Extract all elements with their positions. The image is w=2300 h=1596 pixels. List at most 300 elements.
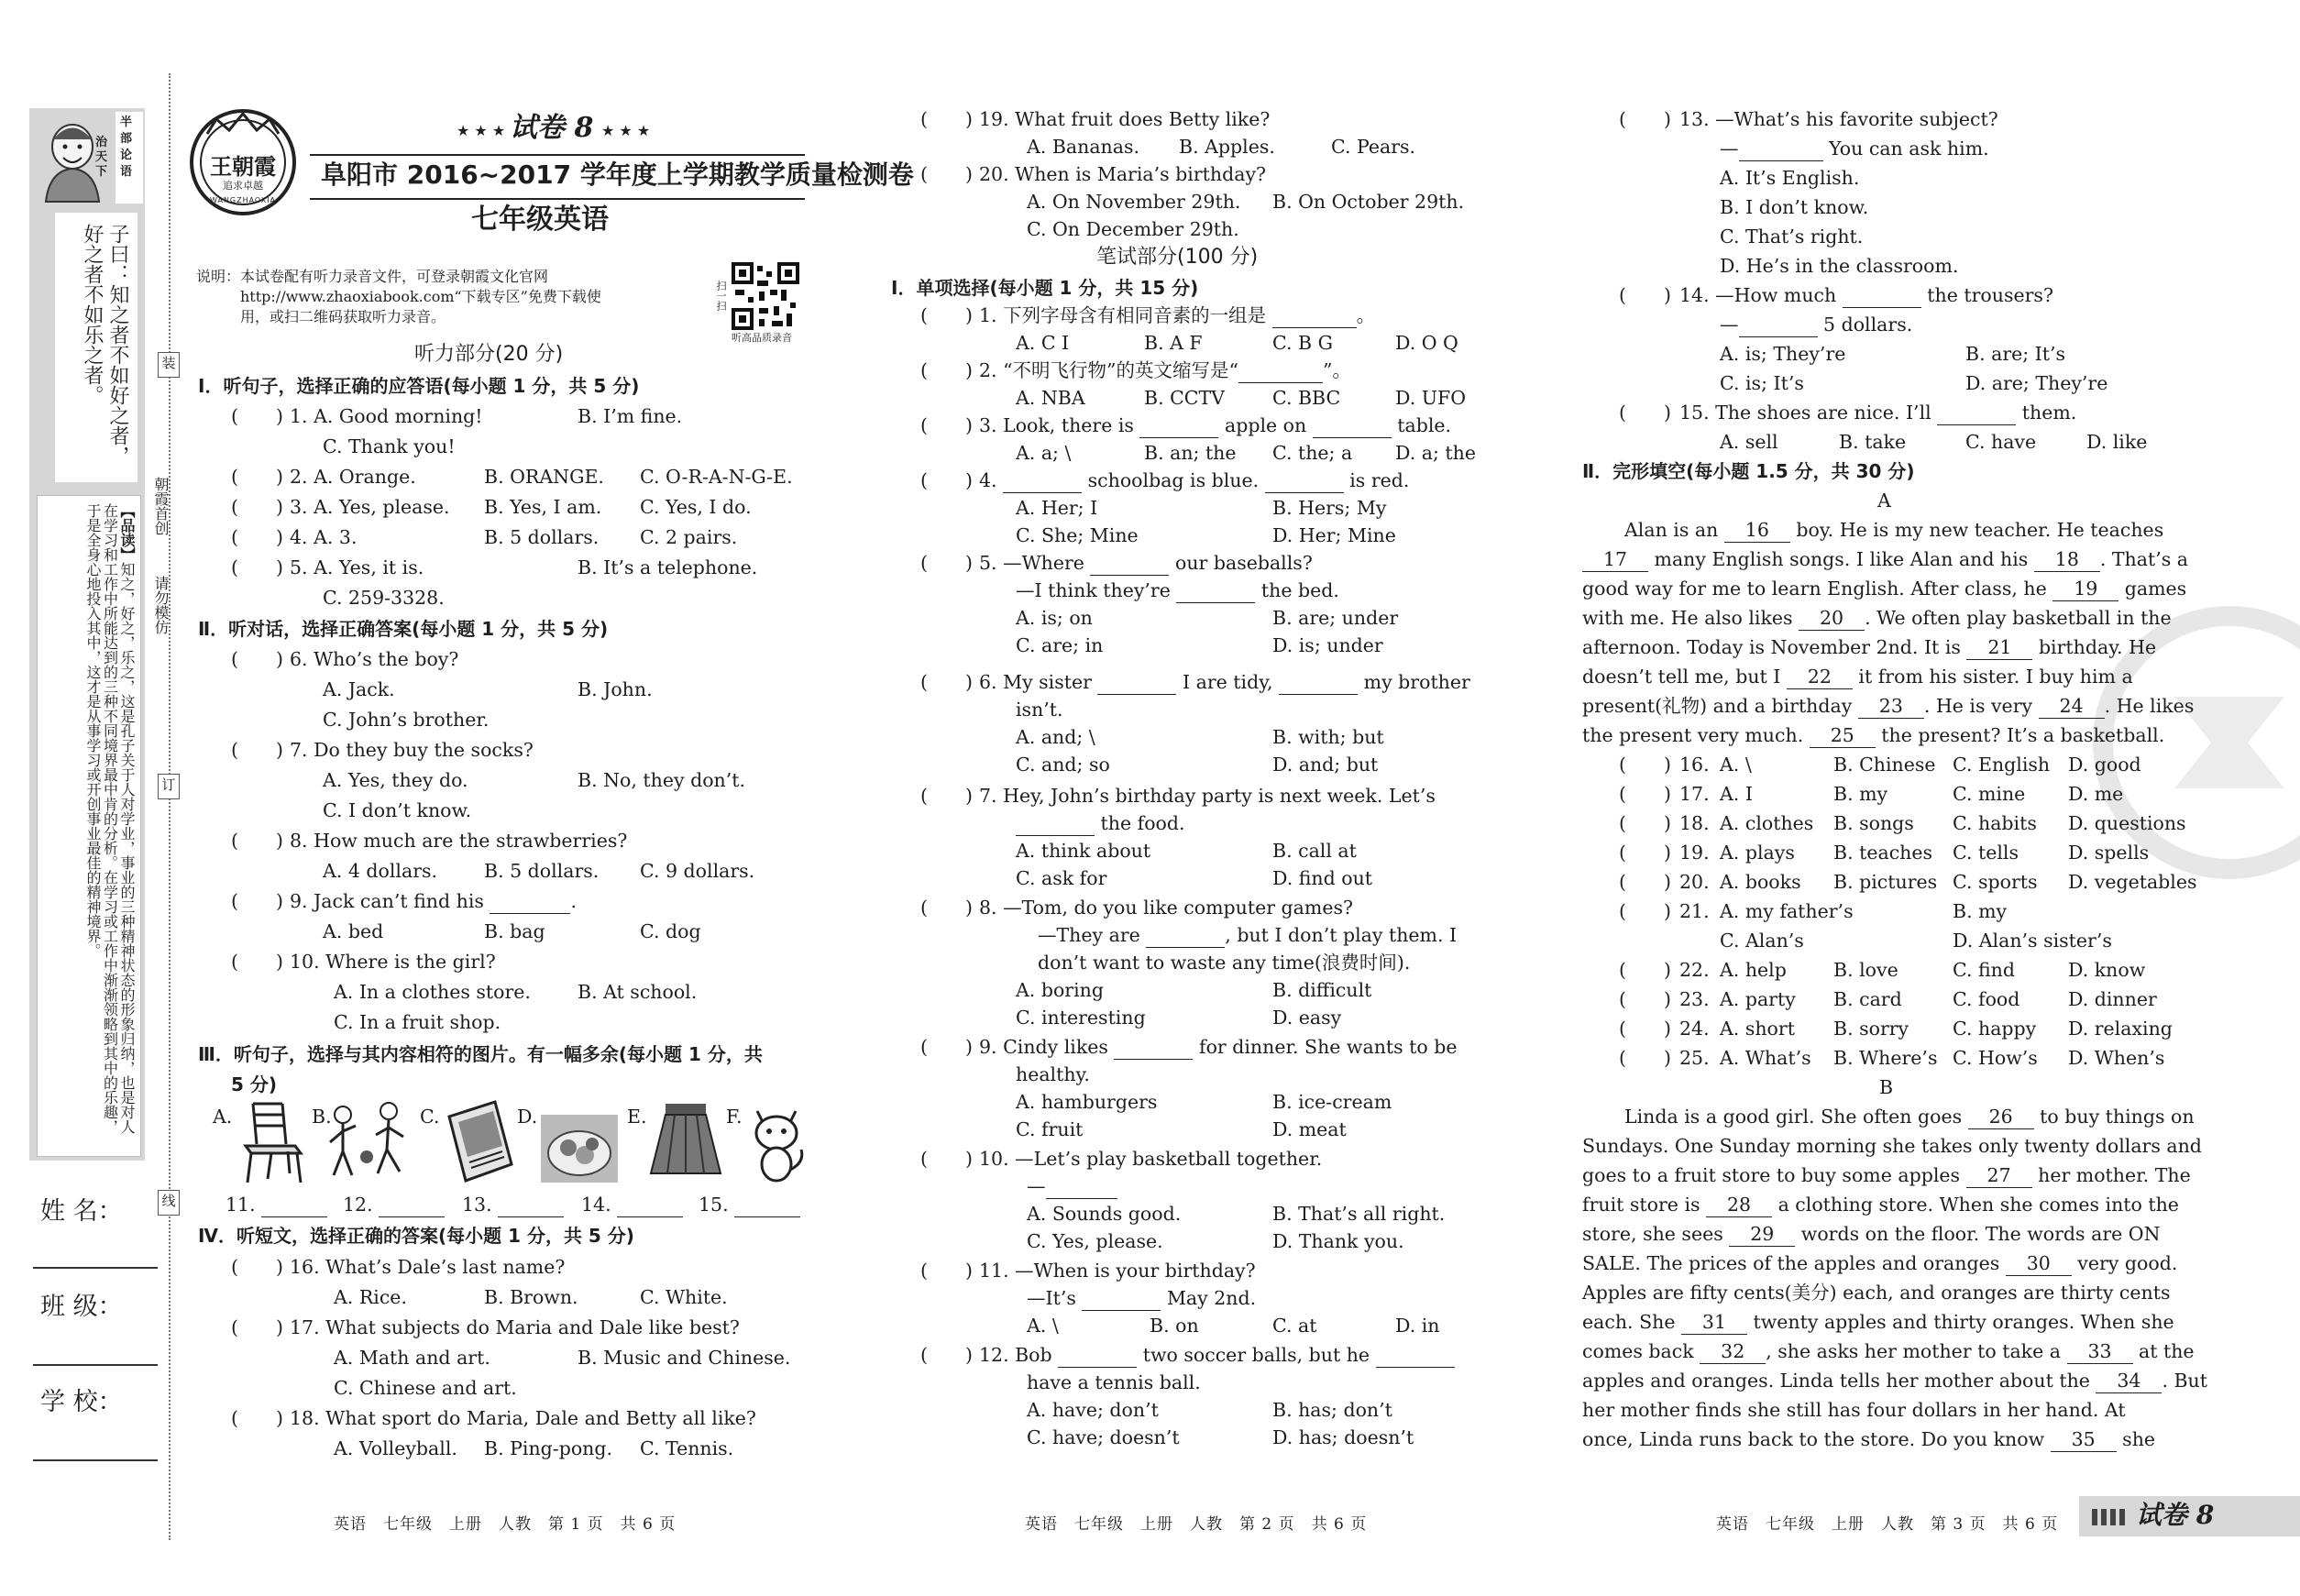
section-single-choice: Ⅰ．单项选择(每小题 1 分，共 15 分) [891,277,1199,299]
picture-label: F. [726,1106,743,1128]
option: D. UFO [1395,387,1467,409]
quote-box [55,213,138,482]
answer-paren[interactable]: ( ) [920,304,973,326]
answer-paren[interactable]: ( ) [1619,108,1671,130]
option: C. On December 29th. [1027,218,1239,240]
choice-question-4: 4. schoolbag is blue. is red. [979,469,1410,491]
option: D. good [2068,754,2141,776]
answer-paren[interactable]: ( ) [231,648,283,670]
option: A. On November 29th. [1027,191,1241,213]
exam-title: 阜阳市 2016~2017 学年度上学期教学质量检测卷 [321,160,914,190]
option: A. and; \ [1016,726,1095,748]
answer-blank[interactable] [1082,1287,1161,1311]
option: A. my father’s [1720,900,1854,922]
note-line-3: 用，或扫二维码获取听力录音。 [240,308,446,325]
option: C. tells [1953,842,2019,864]
picture-answer: 12. [343,1194,445,1217]
answer-blank[interactable] [1003,469,1082,493]
option: B. Hers; My [1272,497,1387,519]
cloze-blank[interactable]: 27 [1966,1164,2032,1188]
option: C. She; Mine [1016,524,1139,546]
option: C. That’s right. [1720,226,1864,248]
question-16: 16. What’s Dale’s last name? [290,1256,566,1278]
answer-blank[interactable] [1114,1036,1193,1060]
option: C. have; doesn’t [1027,1426,1180,1448]
option: C. find [1953,959,2015,981]
option: C. are; in [1016,634,1104,656]
section-3-heading: Ⅲ．听句子，选择与其内容相符的图片。有一幅多余(每小题 1 分，共 [198,1043,763,1065]
option: C. habits [1953,812,2037,834]
question-text: isn’t. [1016,699,1063,721]
answer-paren[interactable]: ( ) [231,739,283,761]
option: C. Tennis. [640,1437,734,1459]
question-10: 10. Where is the girl? [290,951,496,973]
option: B. Chinese [1833,754,1936,776]
option: C. BBC [1272,387,1341,409]
answer-paren[interactable]: ( ) [1619,1018,1671,1040]
option: B. A F [1144,332,1203,354]
answer-paren[interactable]: ( ) [1619,783,1671,805]
option: B. call at [1272,840,1357,862]
sidebar-header-2: 治 天 下 [95,136,108,179]
option-number: 16. [1679,754,1710,776]
option: C. and; so [1016,754,1110,776]
answer-paren[interactable]: ( ) [920,163,973,185]
option: A. It’s English. [1720,167,1860,189]
section-1-heading: Ⅰ．听句子，选择正确的应答语(每小题 1 分，共 5 分) [198,375,640,397]
cloze-blank[interactable]: 35 [2051,1428,2117,1452]
cloze-blank[interactable]: 19 [2052,578,2118,601]
option: B. CCTV [1144,387,1225,409]
option-number: 17. [1679,783,1710,805]
question-3: 3. A. Yes, please. [290,496,450,518]
cloze-blank[interactable]: 21 [1966,636,2032,660]
choice-question-13: 13. —What’s his favorite subject? [1679,108,1998,130]
binding-line [169,73,171,1540]
brand-logo [189,108,297,216]
option: C. Alan’s [1720,930,1804,952]
answer-paren[interactable]: ( ) [231,1256,283,1278]
option: C. 9 dollars. [640,860,755,882]
option: C. mine [1953,783,2026,805]
answer-paren[interactable]: ( ) [920,785,973,807]
school-field[interactable] [33,1459,158,1461]
question-text: don’t want to waste any time(浪费时间). [1038,952,1411,974]
answer-paren[interactable]: ( ) [1619,871,1671,893]
cloze-blank[interactable]: 20 [1799,607,1865,631]
answer-paren[interactable]: ( ) [231,1407,283,1429]
option: B. At school. [578,981,698,1003]
cloze-blank[interactable]: 33 [2067,1340,2133,1364]
option: B. bag [484,920,545,942]
option: A. \ [1720,754,1752,776]
option: C. B G [1272,332,1333,354]
option: C. Yes, please. [1027,1230,1163,1252]
picture-label: D. [517,1106,538,1128]
option: B. pictures [1833,871,1938,893]
choice-question-10: 10. —Let’s play basketball together. [979,1148,1323,1170]
answer-blank[interactable] [1937,402,2016,425]
question-5: 5. A. Yes, it is. [290,556,424,578]
option: B. my [1953,900,2008,922]
class-label: 班 级： [40,1293,123,1321]
option: D. in [1395,1315,1440,1337]
option: A. help [1720,959,1787,981]
answer-paren[interactable]: ( ) [920,897,973,919]
option: C. ask for [1016,867,1107,889]
option: C. food [1953,988,2020,1010]
option: B. take [1839,431,1907,453]
binding-mark-1: 装 [158,352,180,378]
answer-paren[interactable]: ( ) [920,671,973,693]
option: B. Where’s [1833,1047,1938,1069]
option: A. bed [323,920,384,942]
option: A. Bananas. [1027,136,1140,158]
option: A. books [1720,871,1801,893]
option: D. O Q [1395,332,1458,354]
option: C. How’s [1953,1047,2038,1069]
answer-blank[interactable] [490,890,570,914]
answer-blank[interactable] [1016,812,1095,836]
option: D. a; the [1395,442,1476,464]
option: C. In a fruit shop. [334,1011,501,1033]
option: B. ice-cream [1272,1091,1392,1113]
question-text: healthy. [1016,1063,1090,1085]
option: A. Sounds good. [1027,1203,1182,1225]
qr-side-label: 扫一扫 [715,281,727,311]
option: C. John’s brother. [323,709,490,731]
binding-mark-2: 订 [158,774,180,799]
page-2-footer: 英语 七年级 上册 人教 第 2 页 共 6 页 [1025,1515,1368,1534]
option: C. 259-3328. [323,587,445,609]
cloze-part-b: B [1879,1076,1894,1098]
cloze-blank[interactable]: 26 [1968,1106,2034,1129]
answer-paren[interactable]: ( ) [1619,842,1671,864]
section-cloze-heading: Ⅱ．完形填空(每小题 1.5 分，共 30 分) [1582,460,1915,482]
sidebar-header: 半 部 论 语 [116,112,143,204]
answer-paren[interactable]: ( ) [231,405,283,427]
option: B. Brown. [484,1286,578,1308]
answer-paren[interactable]: ( ) [231,890,283,912]
choice-question-15: 15. The shoes are nice. I’ll them. [1679,402,2077,424]
option: B. 5 dollars. [484,526,600,548]
choice-question-1: 1. 下列字母含有相同音素的一组是 。 [979,304,1376,326]
cloze-blank[interactable]: 24 [2039,695,2105,719]
question-19: 19. What fruit does Betty like? [979,108,1271,130]
answer-blank[interactable] [1272,304,1357,328]
option: B. sorry [1833,1018,1909,1040]
option: B. are; under [1272,607,1399,629]
option: C. Yes, I do. [640,496,752,518]
logo-motto: 追求卓越 [223,180,263,192]
option-number: 25. [1679,1047,1710,1069]
option: D. is; under [1272,634,1383,656]
option: B. are; It’s [1965,343,2066,365]
cloze-part-a: A [1877,490,1891,512]
series-stars-right: ★ ★ ★ [601,122,651,139]
cloze-blank[interactable]: 32 [1700,1340,1766,1364]
option: B. my [1833,783,1888,805]
option: B. difficult [1272,979,1372,1001]
option: B. I’m fine. [578,405,683,427]
answer-paren[interactable]: ( ) [231,466,283,488]
picture-answer: 13. [462,1194,564,1217]
answer-paren[interactable]: ( ) [920,1036,973,1058]
answer-blank[interactable] [1376,1344,1455,1368]
answer-paren[interactable]: ( ) [1619,754,1671,776]
answer-paren[interactable]: ( ) [1619,402,1671,424]
section-3-heading-cont: 5 分) [231,1073,278,1095]
answer-blank[interactable] [1176,579,1255,603]
binding-mark-3: 线 [158,1190,180,1216]
option: B. That’s all right. [1272,1203,1446,1225]
qr-code[interactable] [732,262,799,330]
answer-paren[interactable]: ( ) [920,359,973,381]
answer-blank[interactable] [1058,1344,1137,1368]
answer-blank[interactable] [617,1194,683,1217]
cloze-blank[interactable]: 23 [1858,695,1924,719]
answer-blank[interactable] [1238,359,1323,383]
answer-paren[interactable]: ( ) [920,1260,973,1282]
option: B. songs [1833,812,1914,834]
answer-blank[interactable] [1097,671,1176,695]
option: A. boring [1016,979,1104,1001]
option: D. Thank you. [1272,1230,1404,1252]
answer-paren[interactable]: ( ) [231,951,283,973]
option: C. at [1272,1315,1317,1337]
answer-paren[interactable]: ( ) [920,414,973,436]
answer-blank[interactable] [1265,469,1344,493]
cloze-blank[interactable]: 31 [1681,1311,1747,1335]
answer-blank[interactable] [1843,284,1921,308]
choice-question-6: 6. My sister I are tidy, my brother [979,671,1470,693]
option: C. have [1965,431,2037,453]
name-label: 姓 名： [40,1197,123,1226]
answer-paren[interactable]: ( ) [231,496,283,518]
option: D. vegetables [2068,871,2197,893]
option: B. on [1150,1315,1199,1337]
answer-paren[interactable]: ( ) [920,469,973,491]
option: C. Thank you! [323,435,456,457]
question-9: 9. Jack can’t find his [290,890,484,912]
option-number: 24. [1679,1018,1710,1040]
question-20: 20. When is Maria’s birthday? [979,163,1267,185]
picture-label: E. [627,1106,647,1128]
series-title: 试卷 8 [510,112,594,144]
question-1: 1. A. Good morning! [290,405,483,427]
kids-playing-picture [323,1098,413,1186]
option: D. questions [2068,812,2186,834]
answer-blank[interactable] [1739,138,1823,161]
option: D. easy [1272,1007,1342,1029]
option: B. with; but [1272,726,1384,748]
answer-paren[interactable]: ( ) [1619,284,1671,306]
cloze-blank[interactable]: 29 [1729,1223,1795,1247]
logo-name: 王朝霞 [210,154,276,180]
answer-paren[interactable]: ( ) [231,830,283,852]
option: D. like [2086,431,2148,453]
option: B. No, they don’t. [578,769,746,791]
question-8: 8. How much are the strawberries? [290,830,628,852]
choice-question-8: 8. —Tom, do you like computer games? [979,897,1353,919]
slogan-2: 请勿模仿 [152,576,170,634]
option-number: 23. [1679,988,1710,1010]
answer-paren[interactable]: ( ) [231,1316,283,1338]
option: D. spells [2068,842,2150,864]
answer-paren[interactable]: ( ) [1619,1047,1671,1069]
option: B. teaches [1833,842,1933,864]
cloze-blank[interactable]: 34 [2096,1370,2162,1393]
option: A. clothes [1720,812,1814,834]
option: B. Apples. [1179,136,1275,158]
option: D. are; They’re [1965,372,2108,394]
confucius-quote: 子曰：知之者不如好之者，好之者不如乐之者。 [81,224,129,466]
option: A. Rice. [334,1286,407,1308]
page-3-footer: 英语 七年级 上册 人教 第 3 页 共 6 页 [1716,1515,2059,1534]
option: A. think about [1016,840,1151,862]
option: A. In a clothes store. [334,981,531,1003]
answer-paren[interactable]: ( ) [1619,959,1671,981]
answer-blank[interactable] [1739,314,1818,337]
cloze-blank[interactable]: 16 [1724,519,1790,543]
note-line-1: 说明：本试卷配有听力录音文件，可登录朝霞文化官网 [196,268,549,285]
option: C. dog [640,920,701,942]
class-field[interactable] [33,1364,158,1366]
option: C. the; a [1272,442,1353,464]
option: B. card [1833,988,1902,1010]
option-number: 18. [1679,812,1710,834]
option: D. He’s in the classroom. [1720,255,1959,277]
reading-title: 【品读】 [118,503,136,562]
cloze-blank[interactable]: 17 [1582,548,1648,572]
chair-picture [237,1098,310,1186]
cloze-blank[interactable]: 25 [1810,724,1876,748]
answer-paren[interactable]: ( ) [920,108,973,130]
cloze-blank[interactable]: 30 [2006,1252,2072,1276]
option: B. Music and Chinese. [578,1347,791,1369]
section-4-heading: Ⅳ．听短文，选择正确的答案(每小题 1 分，共 5 分) [198,1225,634,1247]
section-2-heading: Ⅱ．听对话，选择正确答案(每小题 1 分，共 5 分) [198,618,609,640]
option: A. have; don’t [1027,1399,1159,1421]
answer-blank[interactable] [261,1194,327,1217]
written-title: 笔试部分(100 分) [1096,246,1259,269]
question-7: 7. Do they buy the socks? [290,739,534,761]
answer-blank[interactable] [379,1194,445,1217]
answer-paren[interactable]: ( ) [920,1344,973,1366]
answer-paren[interactable]: ( ) [920,1148,973,1170]
answer-blank[interactable] [1279,671,1358,695]
answer-paren[interactable]: ( ) [1619,900,1671,922]
option: C. sports [1953,871,2038,893]
option-number: 19. [1679,842,1710,864]
option: C. fruit [1016,1118,1084,1140]
book-picture [442,1098,517,1186]
option: B. ORANGE. [484,466,604,488]
series-stars-left: ★ ★ ★ [457,122,506,139]
option: A. short [1720,1018,1795,1040]
option: C. happy [1953,1018,2037,1040]
option: A. hamburgers [1016,1091,1158,1113]
answer-blank[interactable] [1313,414,1392,438]
option: D. me [2068,783,2124,805]
option: A. C I [1016,332,1070,354]
choice-question-3: 3. Look, there is apple on table. [979,414,1452,436]
reading-text: 知之，好之，乐之，这是孔子关于人对学业，事业的三种精神状态的形象归纳，也是对人在学习和工作中所能达到的三种不同境界最中肯的分析。在学习或工作中渐渐领略到其中的乐趣，于是全身心地投入其中，这才是从事学习或开创事业最佳的精神境界。 [84,503,136,1134]
school-label: 学 校： [40,1388,123,1416]
option: A. NBA [1016,387,1085,409]
answer-paren[interactable]: ( ) [1619,988,1671,1010]
picture-answer: 14. [581,1194,683,1217]
question-18: 18. What sport do Maria, Dale and Betty all like? [290,1407,756,1429]
option: B. love [1833,959,1898,981]
option: A. sell [1720,431,1778,453]
skirt-picture [647,1098,724,1186]
option: A. Volleyball. [334,1437,457,1459]
choice-question-14: 14. —How much the trousers? [1679,284,2053,306]
corner-series: 试卷 8 [2136,1500,2215,1530]
option: A. party [1720,988,1796,1010]
answer-blank[interactable] [734,1194,800,1217]
answer-blank[interactable] [1090,552,1169,576]
note-line-2: http://www.zhaoxiabook.com“下载专区”免费下载使 [240,288,601,305]
option: A. is; on [1016,607,1093,629]
picture-label: A. [213,1106,233,1128]
option-number: 22. [1679,959,1710,981]
option: C. White. [640,1286,728,1308]
option: A. \ [1027,1315,1059,1337]
answer-blank[interactable] [1139,414,1218,438]
option: D. dinner [2068,988,2157,1010]
choice-question-12: 12. Bob two soccer balls, but he [979,1344,1455,1368]
answer-blank[interactable] [498,1194,564,1217]
option: C. Pears. [1331,136,1416,158]
option: C. English [1953,754,2051,776]
answer-paren[interactable]: ( ) [1619,812,1671,834]
answer-paren[interactable]: ( ) [231,526,283,548]
option: B. has; don’t [1272,1399,1392,1421]
option: D. When’s [2068,1047,2165,1069]
answer-blank[interactable] [1046,1175,1117,1199]
cloze-blank[interactable]: 28 [1706,1194,1772,1217]
cloze-blank[interactable]: 18 [2034,548,2100,572]
option: A. Jack. [323,678,395,700]
option-number: 20. [1679,871,1710,893]
answer-blank[interactable] [1146,924,1225,948]
option: C. interesting [1016,1007,1146,1029]
option: A. Yes, they do. [323,769,468,791]
option: B. Ping-pong. [484,1437,613,1459]
choice-question-2: 2. “不明飞行物”的英文缩写是“ ”。 [979,359,1351,381]
name-field[interactable] [33,1267,158,1269]
question-text: have a tennis ball. [1027,1371,1201,1393]
answer-paren[interactable]: ( ) [231,556,283,578]
option: A. is; They’re [1720,343,1846,365]
option: B. On October 29th. [1272,191,1465,213]
option: C. I don’t know. [323,799,472,821]
cloze-blank[interactable]: 22 [1787,666,1853,689]
option: A. Math and art. [334,1347,490,1369]
option: D. find out [1272,867,1373,889]
option: D. relaxing [2068,1018,2173,1040]
option: C. O-R-A-N-G-E. [640,466,793,488]
option: A. I [1720,783,1753,805]
subject-title: 七年级英语 [471,204,609,236]
picture-answer: 11. [226,1194,327,1217]
answer-paren[interactable]: ( ) [920,552,973,574]
qr-caption: 听高品质录音 [732,332,792,344]
option: D. know [2068,959,2146,981]
choice-question-11: 11. —When is your birthday? [979,1260,1256,1282]
